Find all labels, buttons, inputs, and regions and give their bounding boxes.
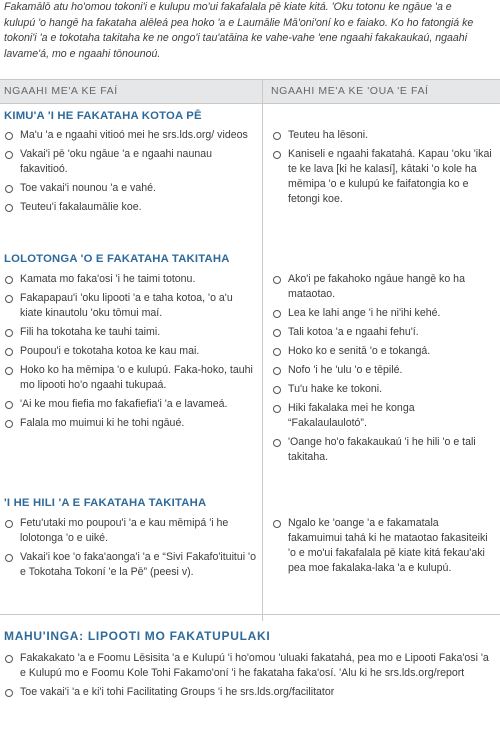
list-item: Hoko ko e senitā 'o e tokangá. xyxy=(272,344,492,359)
list-item: Tu'u hake ke tokoni. xyxy=(272,382,492,397)
table-bottom-rule xyxy=(0,614,500,615)
column-divider xyxy=(262,79,263,621)
resources-title: MAHU'INGA: LIPOOTI MO FAKATUPULAKI xyxy=(4,629,271,643)
list-item: 'Oange ho'o fakakaukaú 'i he hili 'o e tali takitaha. xyxy=(272,435,492,465)
list-item: Fakapapau'i 'oku lipooti 'a e taha kotoa, 'o a'u kiate kinautolu 'oku tōmui maí. xyxy=(4,291,256,321)
section-title-before-meeting: KIMU'A 'I HE FAKATAHA KOTOA PĒ xyxy=(4,110,202,122)
list-item: Fili ha tokotaha ke tauhi taimi. xyxy=(4,325,256,340)
resources-list xyxy=(4,651,492,704)
list-item: Vakai'i koe 'o faka'aonga'i 'a e “Sivi Fakafo'ituitui 'o e Tokotaha Tokoní 'e la Pē” (peesi v). xyxy=(4,550,256,580)
list-item: Toe vakai'i nounou 'a e vahé. xyxy=(4,181,256,196)
list-item: Kaniseli e ngaahi fakatahá. Kapau 'oku 'ikai te ke lava [ki he kalasí], kātaki 'o kole ha mēmipa 'o e kulupú ke faifatongia ko e fetongi koe. xyxy=(272,147,492,207)
list-item: Teuteu'i fakalaumālie koe. xyxy=(4,200,256,215)
intro-paragraph: Fakamālō atu ho'omou tokoni'i e kulupu mo'ui fakafalala pē kiate kitá. 'Oku totonu ke ngāue 'a e kulupú 'o hangē ha fakataha alēleá pea hoko 'a e Laumālie Mā'oni'oní ko e faiako. Ko ho fatongiá ke tokoni'i 'a e tokotaha takitaha ke ne ongo'i tau'atāina ke vahe-vahe 'ene ngaahi fakakaukaú, ngaahi lavame'á, mo e ngaahi tōnounoú. xyxy=(4,1,474,60)
list-item: Vakai'i pē 'oku ngāue 'a e ngaahi naunau fakavitioó. xyxy=(4,147,256,177)
list-item: Ma'u 'a e ngaahi vitioó mei he srs.lds.org/ videos xyxy=(4,128,256,143)
before-do-list xyxy=(4,128,256,219)
list-item: Hoko ko ha mēmipa 'o e kulupú. Faka-hoko, tauhi mo lipooti ho'o ngaahi tukupaá. xyxy=(4,363,256,393)
list-item: Nofo 'i he 'ulu 'o e tēpilé. xyxy=(272,363,492,378)
table-header xyxy=(0,79,500,104)
column-header-dont: NGAAHI ME'A KE 'OUA 'E FAÍ xyxy=(271,85,429,97)
during-dont-list xyxy=(272,272,492,469)
before-dont-list xyxy=(272,128,492,211)
list-item: Toe vakai'i 'a e ki'i tohi Facilitating Groups 'i he srs.lds.org/facilitator xyxy=(4,685,492,700)
list-item: Lea ke lahi ange 'i he ni'ihi kehé. xyxy=(272,306,492,321)
list-item: Ako'i pe fakahoko ngāue hangē ko ha mataotao. xyxy=(272,272,492,302)
list-item: Fakakakato 'a e Foomu Lēsisita 'a e Kulupú 'i ho'omou 'uluaki fakatahá, pea mo e Lipooti Faka'osi 'a e Kulupú mo e Foomu Kole Tohi Fakamo'oní 'i he fakataha faka'osí. 'Alu ki he srs.lds.org/report xyxy=(4,651,492,681)
list-item: Ngalo ke 'oange 'a e fakamatala fakamuimui tahá ki he mataotao fakasiteiki 'o e mo'ui fakafalala pē kiate kitá fekau'aki pea moe fakalaka-laka 'a e kulupú. xyxy=(272,516,494,576)
section-title-during-meeting: LOLOTONGA 'O E FAKATAHA TAKITAHA xyxy=(4,253,230,265)
column-header-do: NGAAHI ME'A KE FAÍ xyxy=(4,85,118,97)
after-do-list xyxy=(4,516,256,584)
list-item: Poupou'i e tokotaha kotoa ke kau mai. xyxy=(4,344,256,359)
list-item: 'Ai ke mou fiefia mo fakafiefia'i 'a e lavameá. xyxy=(4,397,256,412)
list-item: Teuteu ha lēsoni. xyxy=(272,128,492,143)
list-item: Fetu'utaki mo poupou'i 'a e kau mēmipá 'i he lolotonga 'o e uiké. xyxy=(4,516,256,546)
after-dont-list xyxy=(272,516,494,580)
during-do-list xyxy=(4,272,256,435)
list-item: Kamata mo faka'osi 'i he taimi totonu. xyxy=(4,272,256,287)
section-title-after-meeting: 'I HE HILI 'A E FAKATAHA TAKITAHA xyxy=(4,497,207,509)
list-item: Tali kotoa 'a e ngaahi fehu'í. xyxy=(272,325,492,340)
list-item: Hiki fakalaka mei he konga “Fakalaulaulotó”. xyxy=(272,401,492,431)
list-item: Falala mo muimui ki he tohi ngāué. xyxy=(4,416,256,431)
